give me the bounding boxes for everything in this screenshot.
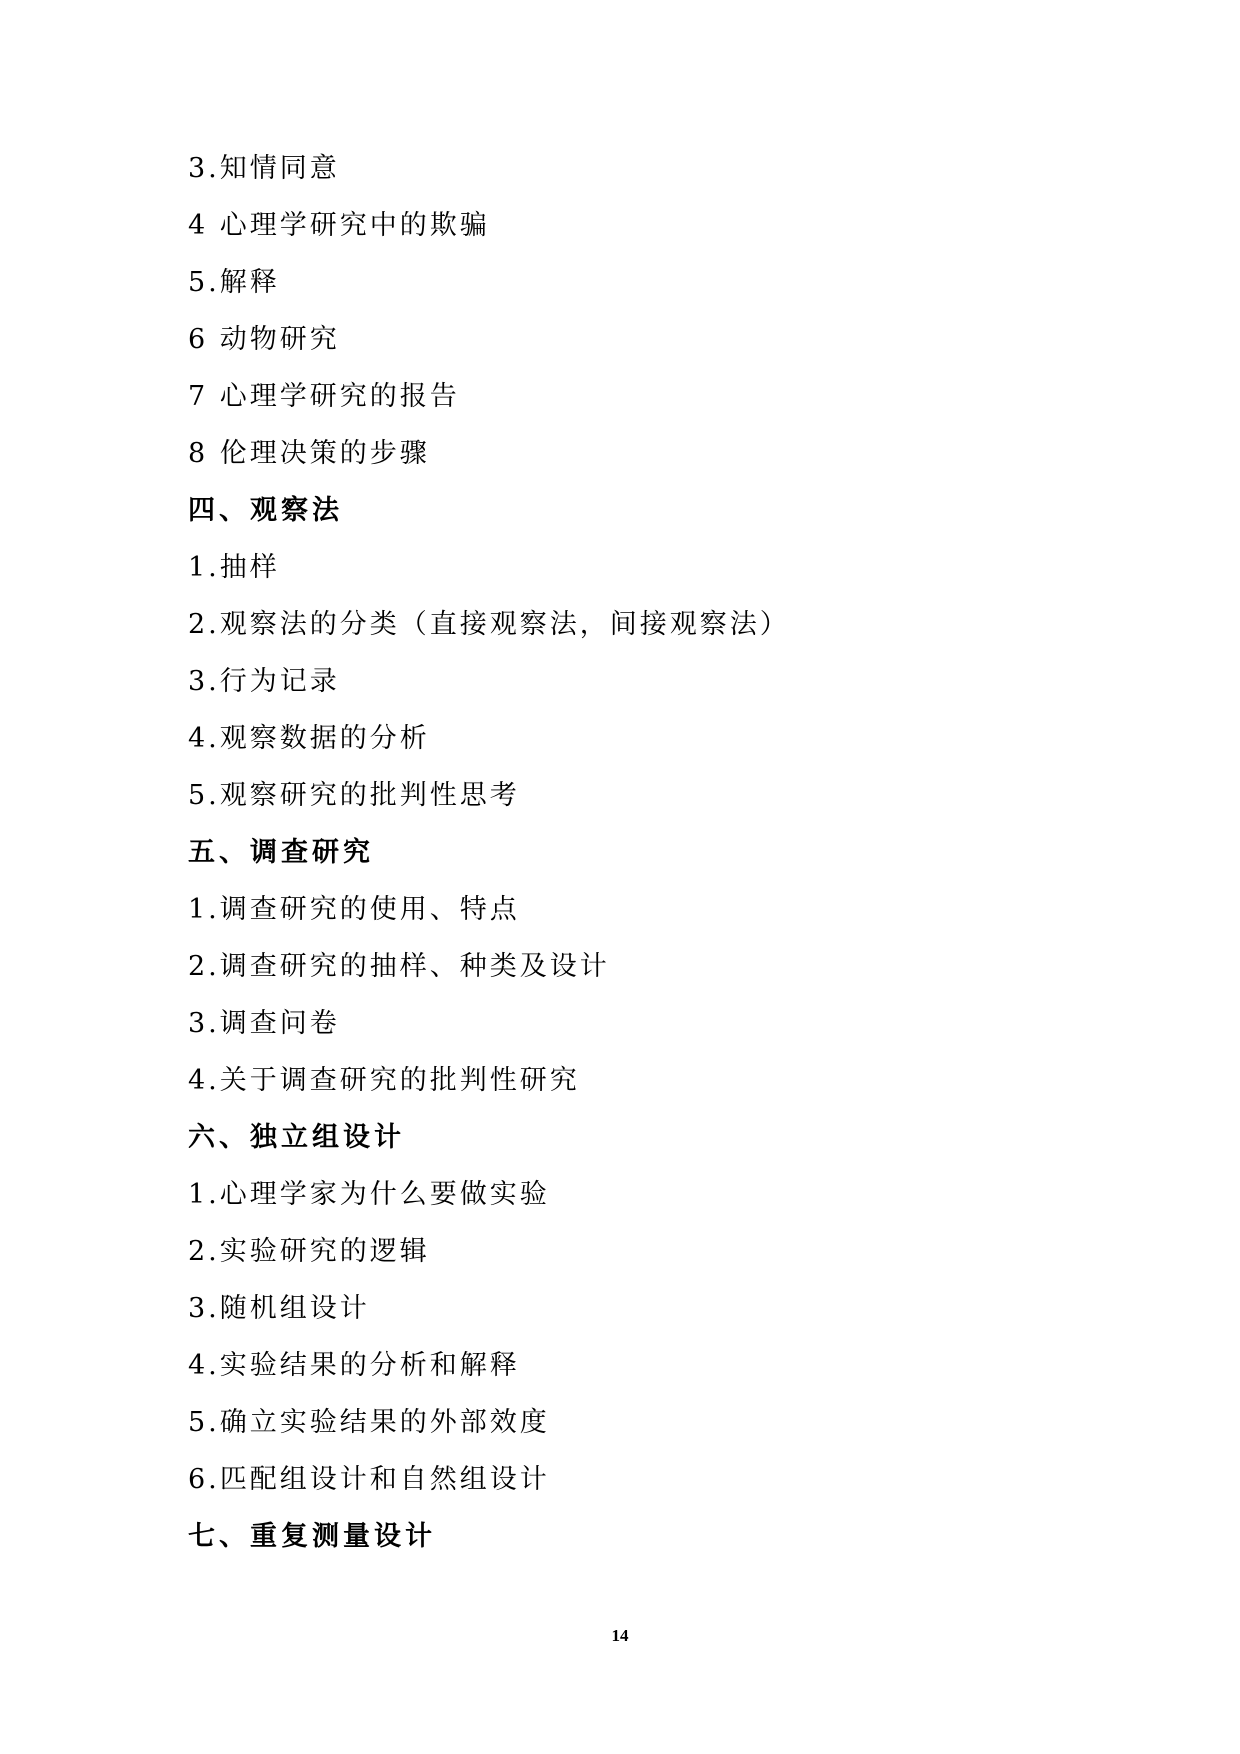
outline-item: 8 伦理决策的步骤	[188, 438, 430, 469]
outline-item: 4.实验结果的分析和解释	[188, 1350, 520, 1381]
outline-item: 3.知情同意	[188, 153, 340, 184]
section-heading: 六、独立组设计	[188, 1122, 405, 1153]
outline-item: 5.观察研究的批判性思考	[188, 780, 520, 811]
outline-item: 2.观察法的分类（直接观察法，间接观察法）	[188, 609, 790, 640]
outline-item: 4 心理学研究中的欺骗	[188, 210, 490, 241]
section-heading: 四、观察法	[188, 495, 343, 526]
outline-item: 5.解释	[188, 267, 280, 298]
outline-item: 5.确立实验结果的外部效度	[188, 1407, 550, 1438]
outline-item: 7 心理学研究的报告	[188, 381, 460, 412]
outline-item: 3.行为记录	[188, 666, 340, 697]
outline-item: 4.观察数据的分析	[188, 723, 430, 754]
page-number: 14	[611, 1626, 629, 1645]
outline-item: 1.心理学家为什么要做实验	[188, 1179, 550, 1210]
outline-item: 1.抽样	[188, 552, 280, 583]
outline-item: 6.匹配组设计和自然组设计	[188, 1464, 550, 1495]
outline-list	[188, 140, 1088, 1565]
outline-item: 3.调查问卷	[188, 1008, 340, 1039]
outline-item: 1.调查研究的使用、特点	[188, 894, 520, 925]
outline-item: 2.实验研究的逻辑	[188, 1236, 430, 1267]
outline-item: 4.关于调查研究的批判性研究	[188, 1065, 580, 1096]
outline-item: 6 动物研究	[188, 324, 340, 355]
section-heading: 七、重复测量设计	[188, 1521, 436, 1552]
outline-item: 2.调查研究的抽样、种类及设计	[188, 951, 610, 982]
section-heading: 五、调查研究	[188, 837, 374, 868]
outline-item: 3.随机组设计	[188, 1293, 370, 1324]
